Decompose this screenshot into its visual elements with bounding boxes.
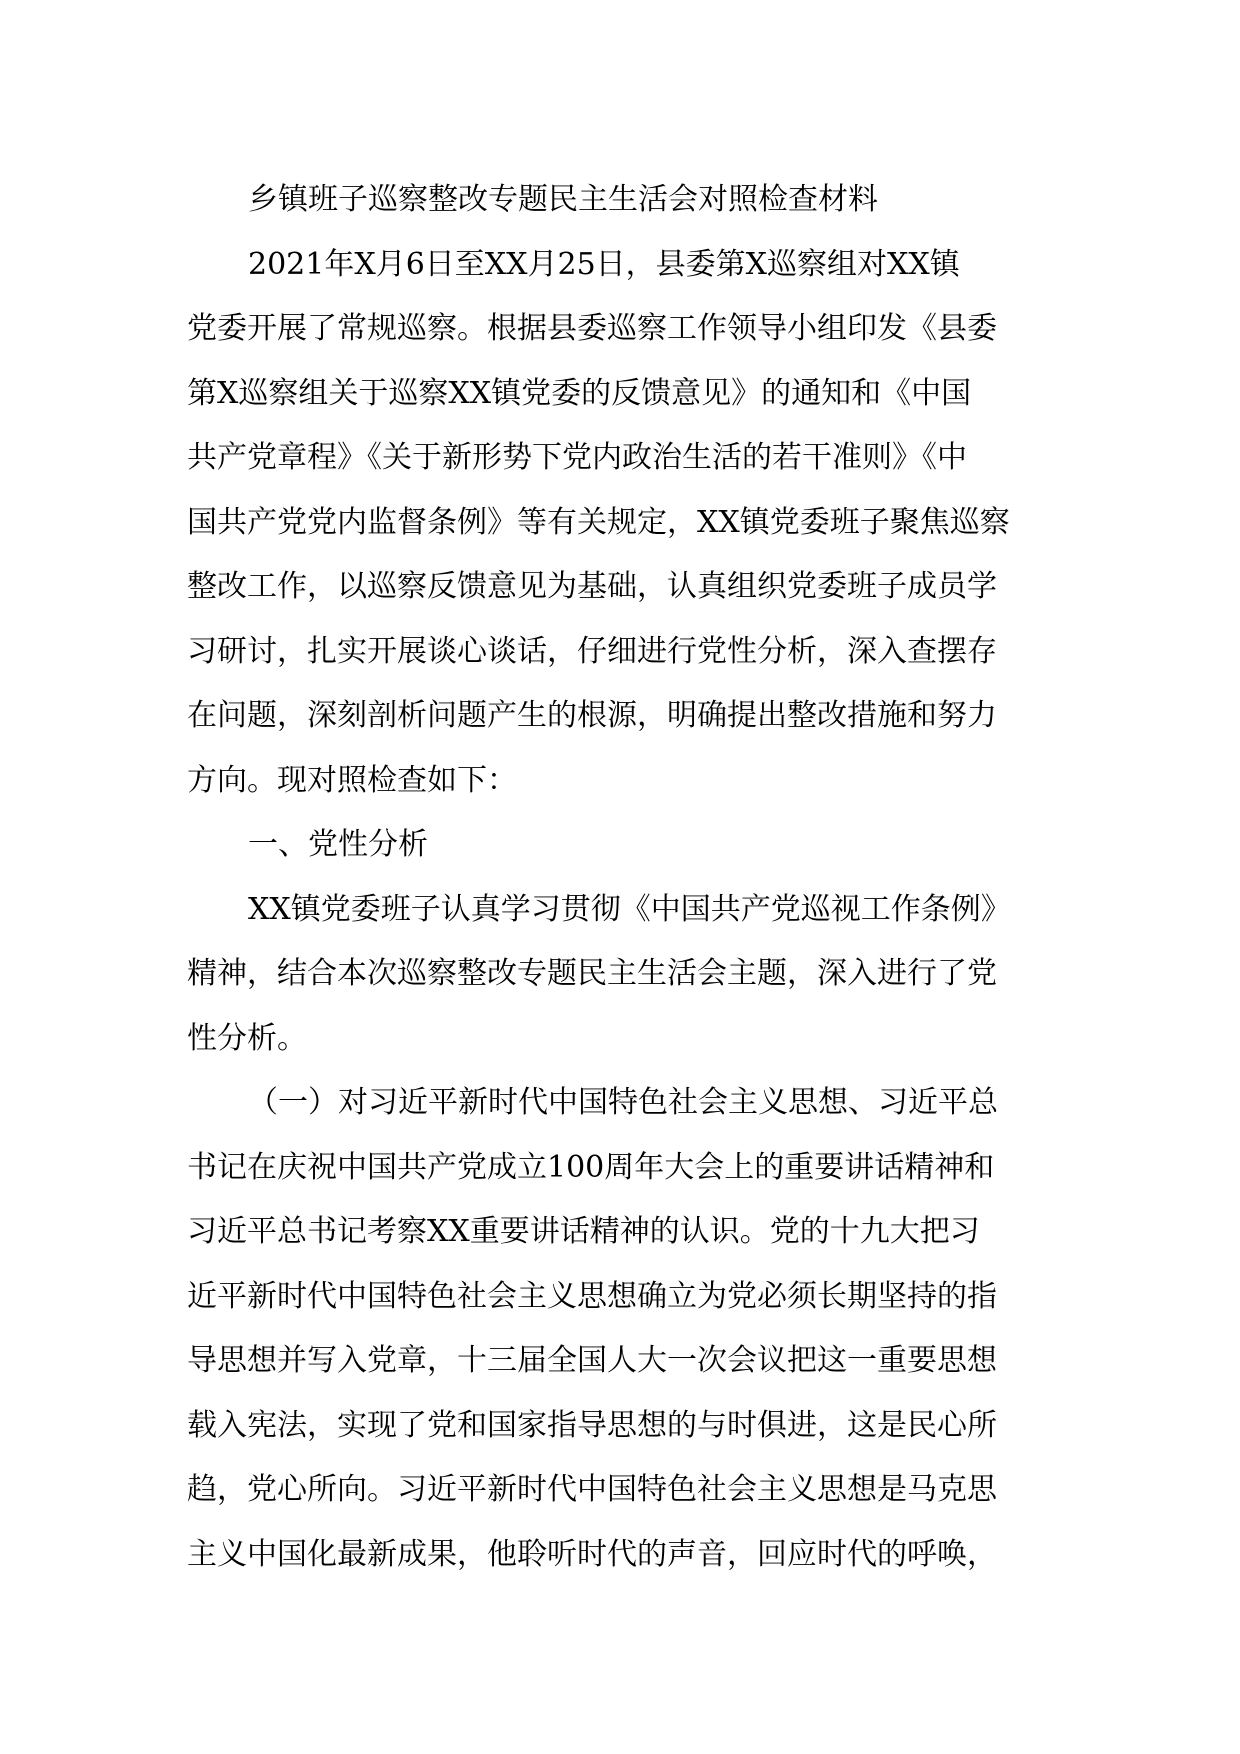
paragraph-line: 习近平总书记考察XX重要讲话精神的认识。党的十九大把习 <box>187 1214 980 1249</box>
paragraph-subsection-one <box>187 1071 1057 1587</box>
paragraph-line: 2021年X月6日至XX月25日，县委第X巡察组对XX镇 <box>248 246 960 282</box>
document-body <box>187 168 1057 1587</box>
paragraph-line: 共产党章程》《关于新形势下党内政治生活的若干准则》《中 <box>187 440 967 475</box>
paragraph-line: 国共产党党内监督条例》等有关规定，XX镇党委班子聚焦巡察 <box>187 504 1010 540</box>
paragraph-line: 载入宪法，实现了党和国家指导思想的与时俱进，这是民心所 <box>187 1407 997 1443</box>
paragraph-line: 第X巡察组关于巡察XX镇党委的反馈意见》的通知和《中国 <box>187 375 972 411</box>
paragraph-line: 近平新时代中国特色社会主义思想确立为党必须长期坚持的指 <box>187 1278 997 1314</box>
document-title: 乡镇班子巡察整改专题民主生活会对照检查材料 <box>248 182 878 217</box>
paragraph-line: （一）对习近平新时代中国特色社会主义思想、习近平总 <box>248 1085 998 1120</box>
paragraph-line: 主义中国化最新成果，他聆听时代的声音，回应时代的呼唤， <box>187 1536 997 1572</box>
paragraph-line: 书记在庆祝中国共产党成立100周年大会上的重要讲话精神和 <box>187 1149 995 1185</box>
paragraph-line: 方向。现对照检查如下： <box>187 762 517 798</box>
paragraph-line: 在问题，深刻剖析问题产生的根源，明确提出整改措施和努力 <box>187 698 997 733</box>
paragraph-line: 整改工作，以巡察反馈意见为基础，认真组织党委班子成员学 <box>187 569 997 604</box>
paragraph-line: 精神，结合本次巡察整改专题民主生活会主题，深入进行了党 <box>187 956 997 991</box>
paragraph-line: 性分析。 <box>187 1020 307 1056</box>
paragraph-line: 趋，党心所向。习近平新时代中国特色社会主义思想是马克思 <box>187 1472 997 1507</box>
section-heading-text: 一、党性分析 <box>248 827 428 862</box>
paragraph-line: 导思想并写入党章，十三届全国人大一次会议把这一重要思想 <box>187 1343 997 1378</box>
paragraph-party-analysis <box>187 878 1057 1072</box>
paragraph-line: 习研讨，扎实开展谈心谈话，仔细进行党性分析，深入查摆存 <box>187 633 997 669</box>
section-heading <box>187 813 1057 878</box>
paragraph-line: XX镇党委班子认真学习贯彻《中国共产党巡视工作条例》 <box>248 891 1011 927</box>
paragraph-line: 党委开展了常规巡察。根据县委巡察工作领导小组印发《县委 <box>187 311 997 346</box>
paragraph-intro <box>187 233 1057 814</box>
